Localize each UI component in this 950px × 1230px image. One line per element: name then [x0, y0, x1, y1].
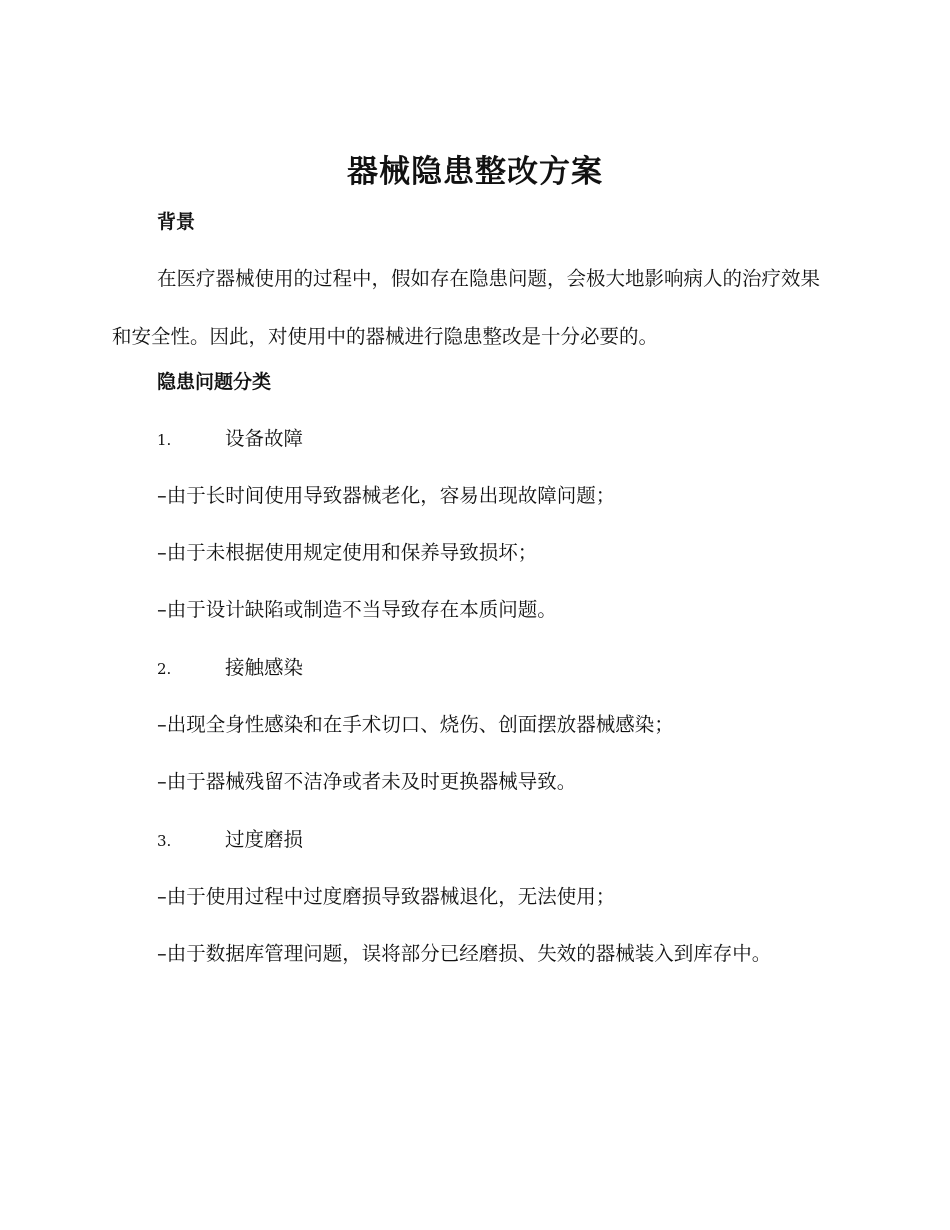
list-item-excessive-wear	[157, 826, 303, 855]
bullet-text: –由于使用过程中过度磨损导致器械退化，无法使用；	[157, 885, 616, 908]
bullet-text: –出现全身性感染和在手术切口、烧伤、创面摆放器械感染；	[157, 713, 674, 736]
list-number: 3.	[157, 832, 172, 850]
background-paragraph: 在医疗器械使用的过程中，假如存在隐患问题，会极大地影响病人的治疗效果和安全性。因此，对使用中的器械进行隐患整改是十分必要的。	[112, 267, 821, 348]
section-heading-issue-categories: 隐患问题分类	[157, 371, 272, 393]
section-heading-background: 背景	[157, 211, 196, 233]
bullet-text: –由于数据库管理问题，误将部分已经磨损、失效的器械装入到库存中。	[157, 942, 772, 965]
list-item-label: 接触感染	[225, 656, 304, 679]
list-number: 2.	[157, 660, 172, 678]
bullet-text: –由于长时间使用导致器械老化，容易出现故障问题；	[157, 484, 616, 507]
bullet-text: –由于未根据使用规定使用和保养导致损坏；	[157, 541, 538, 564]
list-item-equipment-failure	[157, 425, 303, 454]
document-title: 器械隐患整改方案	[347, 154, 603, 190]
list-item-label: 设备故障	[225, 427, 304, 450]
bullet-text: –由于设计缺陷或制造不当导致存在本质问题。	[157, 598, 557, 621]
list-item-label: 过度磨损	[225, 828, 304, 851]
list-item-contact-infection	[157, 654, 303, 683]
bullet-text: –由于器械残留不洁净或者未及时更换器械导致。	[157, 770, 577, 793]
list-number: 1.	[157, 431, 172, 449]
